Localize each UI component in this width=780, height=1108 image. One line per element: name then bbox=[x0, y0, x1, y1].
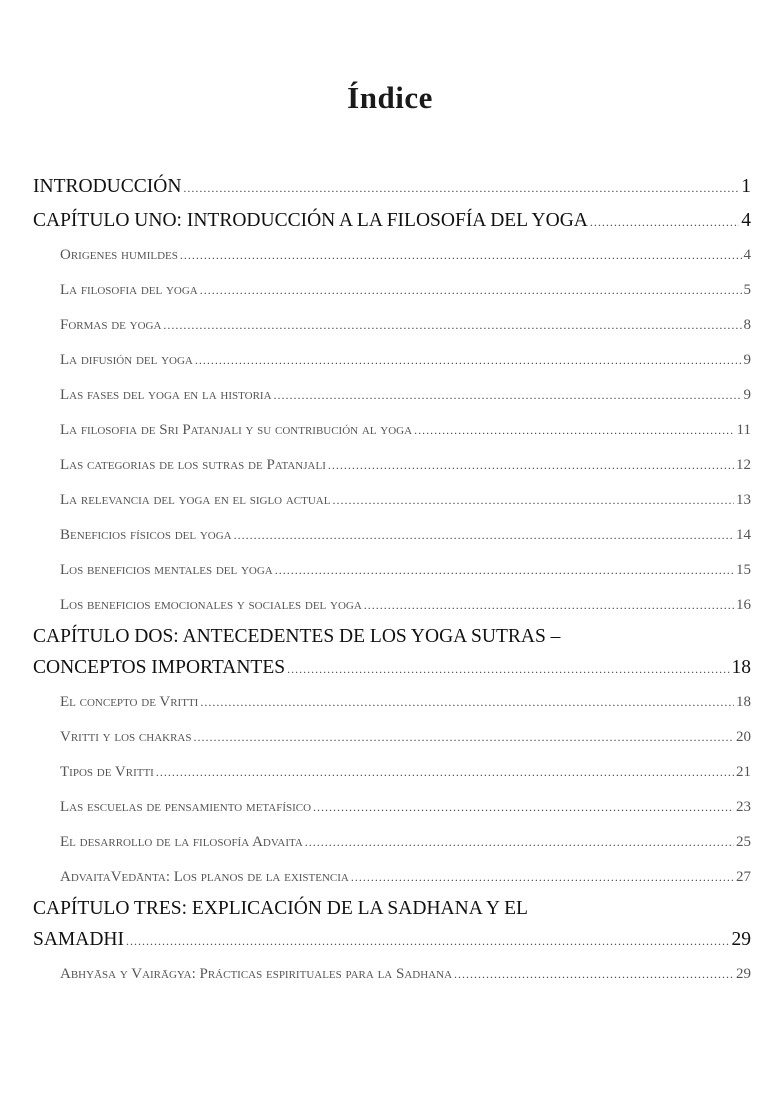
toc-page-number: 9 bbox=[743, 387, 751, 403]
dot-leader bbox=[200, 273, 742, 308]
toc-page-number: 25 bbox=[736, 834, 751, 850]
toc-entry-text: Las fases del yoga en la historia bbox=[60, 387, 272, 403]
toc-chapter-entry[interactable] bbox=[33, 923, 751, 957]
toc-page-number: 14 bbox=[736, 527, 751, 543]
toc-page-number: 4 bbox=[743, 247, 751, 263]
toc-entry-text: AdvaitaVedānta: Los planos de la existencia bbox=[60, 869, 349, 885]
table-of-contents bbox=[33, 170, 751, 992]
toc-page-number: 15 bbox=[736, 562, 751, 578]
toc-chapter-entry[interactable] bbox=[33, 170, 751, 204]
dot-leader bbox=[414, 413, 734, 448]
toc-page-number: 13 bbox=[736, 492, 751, 508]
toc-page-number: 23 bbox=[736, 799, 751, 815]
toc-page-number: 9 bbox=[743, 352, 751, 368]
toc-page-number: 5 bbox=[743, 282, 751, 298]
toc-page-number: 21 bbox=[736, 764, 751, 780]
toc-section-entry[interactable] bbox=[33, 238, 751, 273]
toc-entry-text: La filosofia de Sri Patanjali y su contribución al yoga bbox=[60, 422, 413, 438]
dot-leader bbox=[193, 720, 734, 755]
toc-section-entry[interactable] bbox=[33, 685, 751, 720]
toc-chapter-title-line[interactable] bbox=[33, 895, 751, 923]
toc-page-number: 16 bbox=[736, 597, 751, 613]
toc-entry-text: La difusión del yoga bbox=[60, 352, 193, 368]
toc-entry-text: Las categorias de los sutras de Patanjali bbox=[60, 457, 326, 473]
dot-leader bbox=[180, 238, 742, 273]
toc-page-number: 27 bbox=[736, 869, 751, 885]
toc-page-number: 4 bbox=[741, 210, 751, 231]
toc-entry-text: Los beneficios mentales del yoga bbox=[60, 562, 273, 578]
toc-section-entry[interactable] bbox=[33, 755, 751, 790]
toc-section-entry[interactable] bbox=[33, 957, 751, 992]
toc-entry-text: Vritti y los chakras bbox=[60, 729, 192, 745]
toc-entry-text: CAPÍTULO UNO: INTRODUCCIÓN A LA FILOSOFÍA DEL YOGA bbox=[33, 210, 588, 231]
dot-leader bbox=[332, 483, 734, 518]
toc-section-entry[interactable] bbox=[33, 825, 751, 860]
toc-entry-text: El desarrollo de la filosofía Advaita bbox=[60, 834, 303, 850]
toc-entry-text: Beneficios físicos del yoga bbox=[60, 527, 232, 543]
toc-entry-text: Las escuelas de pensamiento metafísico bbox=[60, 799, 312, 815]
toc-section-entry[interactable] bbox=[33, 720, 751, 755]
toc-page-number: 29 bbox=[736, 966, 751, 982]
dot-leader bbox=[590, 204, 739, 239]
toc-chapter-title-line[interactable] bbox=[33, 623, 751, 651]
toc-section-entry[interactable] bbox=[33, 413, 751, 448]
toc-entry-text: SAMADHI bbox=[33, 929, 125, 950]
toc-section-entry[interactable] bbox=[33, 273, 751, 308]
toc-chapter-entry[interactable] bbox=[33, 651, 751, 685]
dot-leader bbox=[313, 790, 734, 825]
toc-entry-text: Formas de yoga bbox=[60, 317, 162, 333]
toc-entry-text: CAPÍTULO TRES: EXPLICACIÓN DE LA SADHANA Y EL bbox=[33, 898, 528, 919]
toc-page-number: 20 bbox=[736, 729, 751, 745]
toc-entry-text: Abhyāsa y Vairāgya: Prácticas espirituales para la Sadhana bbox=[60, 966, 453, 982]
dot-leader bbox=[156, 755, 734, 790]
dot-leader bbox=[234, 518, 734, 553]
dot-leader bbox=[454, 957, 734, 992]
dot-leader bbox=[305, 825, 734, 860]
toc-section-entry[interactable] bbox=[33, 553, 751, 588]
toc-entry-text: La filosofia del yoga bbox=[60, 282, 198, 298]
toc-page-number: 29 bbox=[731, 929, 751, 950]
dot-leader bbox=[200, 685, 734, 720]
toc-entry-text: Los beneficios emocionales y sociales del yoga bbox=[60, 597, 362, 613]
dot-leader bbox=[351, 860, 734, 895]
dot-leader bbox=[274, 378, 742, 413]
toc-chapter-entry[interactable] bbox=[33, 204, 751, 238]
page-title: Índice bbox=[347, 80, 433, 115]
dot-leader bbox=[328, 448, 734, 483]
toc-entry-text: CONCEPTOS IMPORTANTES bbox=[33, 657, 286, 678]
toc-entry-text: Tipos de Vritti bbox=[60, 764, 154, 780]
dot-leader bbox=[287, 651, 729, 686]
toc-page-number: 18 bbox=[731, 657, 751, 678]
toc-section-entry[interactable] bbox=[33, 860, 751, 895]
toc-entry-text: El concepto de Vritti bbox=[60, 694, 199, 710]
toc-section-entry[interactable] bbox=[33, 790, 751, 825]
toc-section-entry[interactable] bbox=[33, 308, 751, 343]
toc-entry-text: CAPÍTULO DOS: ANTECEDENTES DE LOS YOGA SUTRAS – bbox=[33, 626, 561, 647]
toc-section-entry[interactable] bbox=[33, 378, 751, 413]
toc-entry-text: INTRODUCCIÓN bbox=[33, 176, 182, 197]
toc-page-number: 18 bbox=[736, 694, 751, 710]
toc-entry-text: Origenes humildes bbox=[60, 247, 178, 263]
dot-leader bbox=[364, 588, 734, 623]
toc-entry-text: La relevancia del yoga en el siglo actual bbox=[60, 492, 331, 508]
toc-section-entry[interactable] bbox=[33, 483, 751, 518]
toc-section-entry[interactable] bbox=[33, 448, 751, 483]
toc-page-number: 12 bbox=[736, 457, 751, 473]
toc-section-entry[interactable] bbox=[33, 588, 751, 623]
toc-page-number: 8 bbox=[743, 317, 751, 333]
dot-leader bbox=[163, 308, 741, 343]
toc-page-number: 1 bbox=[741, 176, 751, 197]
dot-leader bbox=[183, 170, 739, 205]
toc-section-entry[interactable] bbox=[33, 518, 751, 553]
dot-leader bbox=[126, 923, 729, 958]
dot-leader bbox=[275, 553, 734, 588]
toc-page-number: 11 bbox=[736, 422, 751, 438]
dot-leader bbox=[195, 343, 742, 378]
toc-section-entry[interactable] bbox=[33, 343, 751, 378]
